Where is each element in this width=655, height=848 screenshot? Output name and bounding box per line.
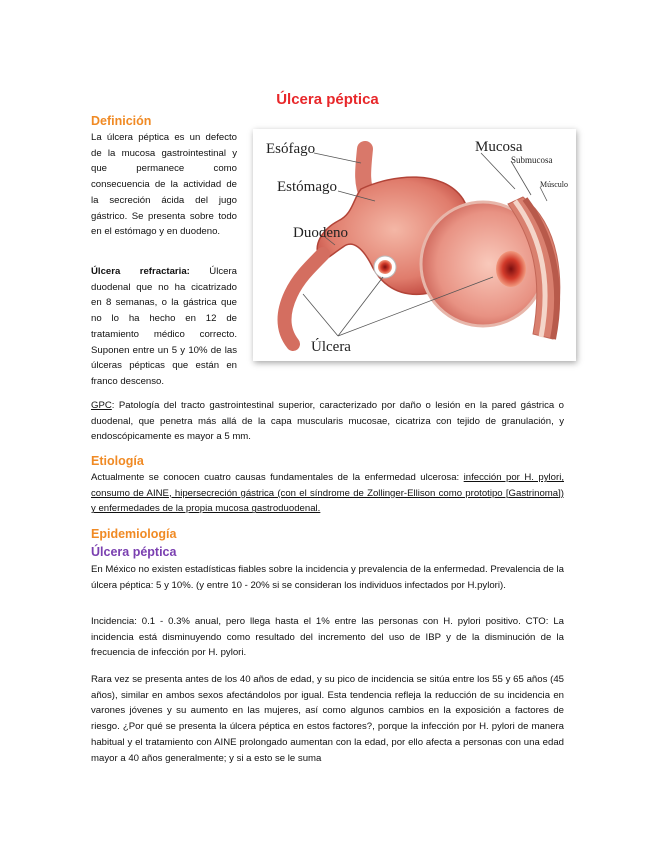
section-heading-definicion: Definición xyxy=(91,114,152,128)
etiologia-text: Actualmente se conocen cuatro causas fundamentales de la enfermedad ulcerosa: xyxy=(91,472,464,483)
epidemiologia-paragraph-1: En México no existen estadísticas fiables sobre la incidencia y prevalencia de la enfermedad. Prevalencia de la úlcera péptica: 5 y 10%. (y entre 10 - 20% si se consideran los individuos infectados por H.pylori). xyxy=(91,564,564,591)
label-estomago: Estómago xyxy=(277,179,337,195)
stomach-ulcer-illustration xyxy=(253,129,576,361)
label-musculo: Músculo xyxy=(540,180,568,189)
duodenum-shape xyxy=(285,254,324,344)
gpc-text: : Patología del tracto gastrointestinal superior, caracterizado por daño o lesión en la pared gástrica o duodenal, que penetra más allá de la capa muscularis mucosae, cicatriza con tejido de granulación, y endoscópicamente es mayor a 5 mm. xyxy=(91,400,564,443)
label-ulcera: Úlcera xyxy=(311,339,351,355)
stomach-ulcer-figure xyxy=(253,129,576,361)
etiologia-paragraph xyxy=(91,470,564,517)
ulcera-refractaria-paragraph xyxy=(91,264,237,390)
epidemiologia-paragraph-3: Rara vez se presenta antes de los 40 años de edad, y su pico de incidencia se sitúa entre los 55 y 65 años (45 años), similar en ambos sexos afectándolos por igual. Esta tendencia refleja la reducción de su incidencia en varones jóvenes y su aumento en las mujeres, así como algunos cambios en la exposición a factores de riesgo. ¿Por qué se presenta la úlcera péptica en estos factores?, porque la infección por H. pylori de manera habitual y el tratamiento con AINE prolongado aumentan con la edad, por ello afecta a personas con una edad mayor a 40 años generalmente; y si a esto se le suma xyxy=(91,674,564,764)
section-heading-etiologia: Etiología xyxy=(91,454,144,468)
etiologia-causes: infección por H. pylori, consumo de AINE, hipersecreción gástrica (con el síndrome de Zollinger-Ellison como prototipo [Gastrinoma]) y enfermedades de la propia mucosa gastroduodenal. xyxy=(91,472,564,515)
page-title: Úlcera péptica xyxy=(276,91,379,108)
label-duodeno: Duodeno xyxy=(293,225,348,241)
epidemiologia-paragraph-2: Incidencia: 0.1 - 0.3% anual, pero llega hasta el 1% entre las personas con H. pylori positivo. CTO: La incidencia está disminuyendo como resultado del incremento del uso de IBP y de la disminución de la frecuencia de infección por H. pylori. xyxy=(91,616,564,659)
label-esofago: Esófago xyxy=(266,141,316,157)
ulcera-refractaria-text: Úlcera duodenal que no ha cicatrizado en 8 semanas, o la gástrica que no lo ha hecho en 12 de tratamiento médico correcto. Suponen entre un 5 y 10% de las úlceras pépticas que están en franco descenso. xyxy=(91,266,237,387)
ulcera-refractaria-label: Úlcera refractaria: xyxy=(91,266,190,277)
label-submucosa: Submucosa xyxy=(511,155,553,165)
subheading-ulcera-peptica: Úlcera péptica xyxy=(91,545,177,559)
label-mucosa: Mucosa xyxy=(475,139,523,155)
zoomed-ulcer xyxy=(496,251,526,287)
section-heading-epidemiologia: Epidemiología xyxy=(91,527,177,541)
gpc-paragraph xyxy=(91,398,564,445)
ulcer-spot xyxy=(378,260,392,274)
gpc-label: GPC xyxy=(91,400,112,411)
definicion-paragraph: La úlcera péptica es un defecto de la mucosa gastrointestinal y que permanece como consecuencia de la actividad de la secreción ácida del jugo gástrico. Se presenta sobre todo en el estómago y en duodeno. xyxy=(91,132,237,238)
